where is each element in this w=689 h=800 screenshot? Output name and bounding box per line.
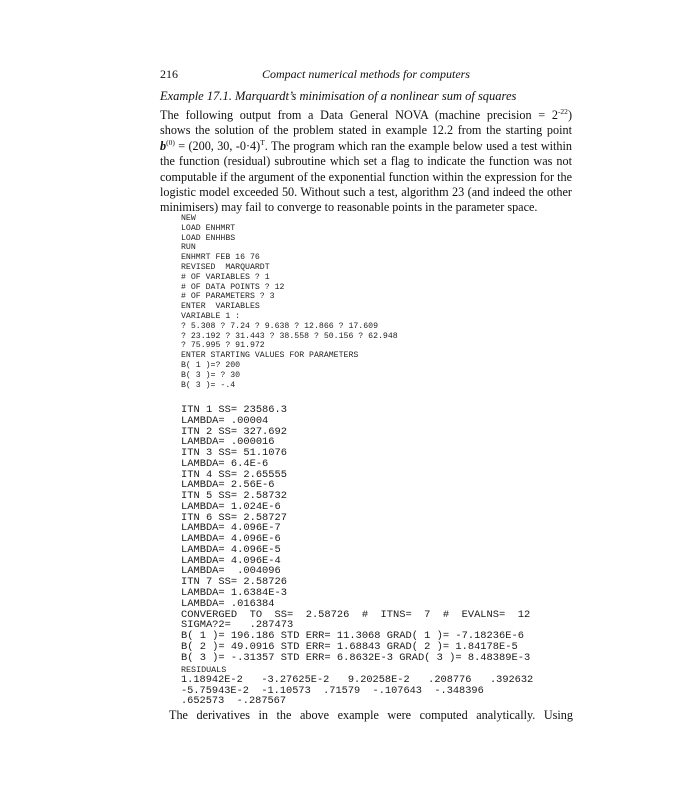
output-line: B( 3 )= -.31357 STD ERR= 6.8632E-3 GRAD( 3 )= 8.48389E-3 [181,651,531,664]
output-line: LAMBDA= 4.096E-7 [181,522,281,535]
output-line: LAMBDA= .004096 [181,565,281,578]
intro-paragraph [160,108,572,216]
output-line: LAMBDA= 2.56E-6 [181,479,275,492]
residuals-label: RESIDUALS [181,665,227,675]
output-line: LAMBDA= 1.6384E-3 [181,587,288,600]
intro-line [160,139,572,154]
output-line: CONVERGED TO SS= 2.58726 # ITNS= 7 # EVALNS= 12 [181,608,531,621]
output-line: ENTER STARTING VALUES FOR PARAMETERS [181,350,359,361]
page-number: 216 [160,67,178,81]
output-line: .652573 -.287567 [181,695,287,708]
output-line: LAMBDA= .016384 [181,597,275,610]
output-line: RUN [181,242,196,253]
output-line: ITN 6 SS= 2.58727 [181,511,288,524]
output-line: LAMBDA= .00004 [181,414,269,427]
output-line: LOAD ENHMRT [181,222,236,233]
output-line: SIGMA?2= .287473 [181,619,294,632]
output-line: B( 3 )= ? 30 [181,369,241,380]
intro-line: minimisers) may fail to converge to reasonable points in the parameter space. [160,200,538,215]
output-line: # OF DATA POINTS ? 12 [181,281,285,292]
output-line: -5.75943E-2 -1.10573 .71579 -.107643 -.348396 [181,684,484,697]
output-line: B( 1 )=? 200 [181,359,241,370]
output-line: ITN 3 SS= 51.1076 [181,447,288,460]
output-line: LOAD ENHHBS [181,232,236,243]
intro-line: logistic model exceeded 50. Without such a test, algorithm 23 (and indeed the other [160,184,572,199]
residuals-listing [181,675,533,707]
output-line: # OF PARAMETERS ? 3 [181,291,275,302]
output-line: B( 3 )= -.4 [181,379,236,390]
vector-symbol: b [160,138,167,153]
output-line: ITN 5 SS= 2.58732 [181,490,288,503]
intro-line [160,108,572,123]
output-line: B( 1 )= 196.186 STD ERR= 11.3068 GRAD( 1 )= -7.18236E-6 [181,630,524,643]
output-line: ENTER VARIABLES [181,301,260,312]
superscript: (0) [166,137,175,147]
output-line: 1.18942E-2 -3.27625E-2 9.20258E-2 .208776 .392632 [181,674,534,686]
output-line: NEW [181,213,196,223]
output-line: ITN 1 SS= 23586.3 [181,404,288,416]
output-line: VARIABLE 1 : [181,310,241,321]
example-heading: Example 17.1. Marquardt’s minimisation of a nonlinear sum of squares [160,89,517,103]
intro-text: The following output from a Data General NOVA (machine precision = 2 [160,108,558,122]
output-line: LAMBDA= 4.096E-6 [181,533,281,546]
output-line: ? 5.308 ? 7.24 ? 9.638 ? 12.866 ? 17.609 [181,320,379,331]
intro-text: . The program which ran the example below used a test within [264,138,573,153]
output-line: ITN 4 SS= 2.65555 [181,468,288,481]
output-line: LAMBDA= 6.4E-6 [181,457,269,470]
running-title: Compact numerical methods for computers [262,67,470,81]
output-line: ENHMRT FEB 16 76 [181,252,260,263]
output-line: B( 2 )= 49.0916 STD ERR= 1.68843 GRAD( 2 )= 1.84178E-5 [181,640,518,653]
intro-line: shows the solution of the problem stated in example 12.2 from the starting point [160,123,572,138]
output-line: ITN 7 SS= 2.58726 [181,576,288,589]
intro-text: ) [567,108,572,122]
intro-line: computable if the argument of the exponential function within the expression for the [160,169,572,184]
intro-text: = (200, 30, -0·4) [174,138,261,153]
session-listing [181,214,398,390]
superscript: T [260,137,265,147]
output-line: LAMBDA= 4.096E-5 [181,543,281,556]
output-line: LAMBDA= 4.096E-4 [181,554,281,567]
output-line: LAMBDA= 1.024E-6 [181,500,281,513]
output-line: ? 75.995 ? 91.972 [181,340,265,351]
page-header [160,67,572,83]
iteration-listing [181,405,530,663]
output-line: LAMBDA= .000016 [181,436,275,449]
closing-line: The derivatives in the above example were computed analytically. Using [169,708,573,722]
superscript: -22 [557,106,568,116]
intro-line: the function (residual) subroutine which set a flag to indicate the function was not [160,154,572,169]
output-line: ITN 2 SS= 327.692 [181,425,288,438]
output-line: ? 23.192 ? 31.443 ? 38.558 ? 50.156 ? 62.948 [181,330,398,341]
output-line: REVISED MARQUARDT [181,261,270,272]
output-line: # OF VARIABLES ? 1 [181,271,270,282]
